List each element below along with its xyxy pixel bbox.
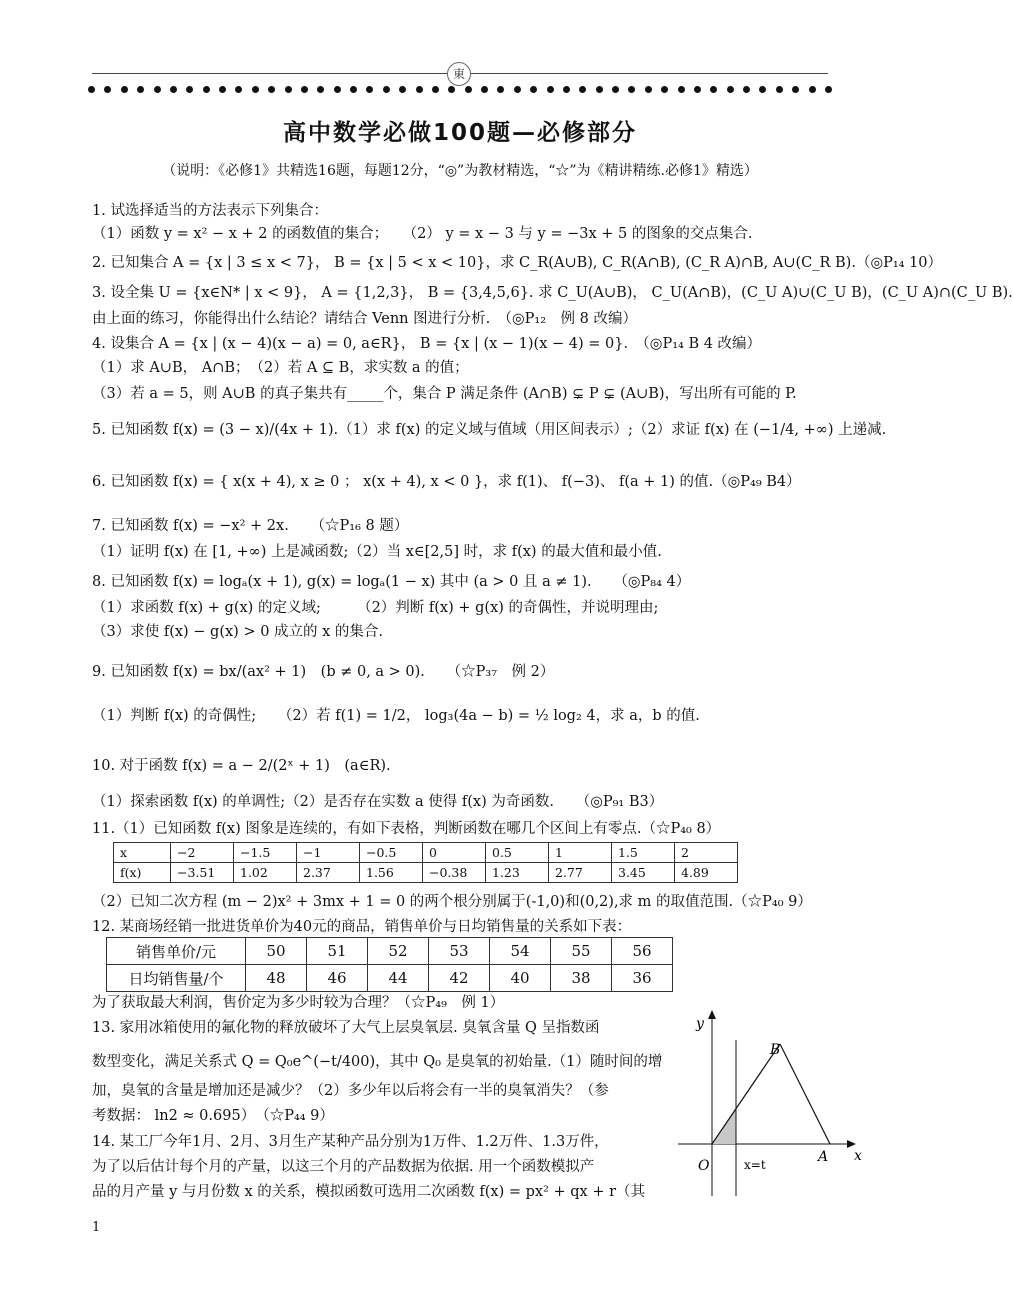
zero-table — [113, 842, 738, 883]
label-x-eq-t: x=t — [744, 1158, 766, 1172]
problem-line: 9. 已知函数 f(x) = bx/(ax² + 1) (b ≠ 0, a > 0). （☆P₃₇ 例 2） — [92, 664, 555, 680]
dotted-divider — [88, 86, 832, 93]
problem-line: （1）求函数 f(x) + g(x) 的定义域; （2）判断 f(x) + g(x) 的奇偶性，并说明理由; — [92, 600, 659, 616]
table-cell: 56 — [612, 938, 673, 965]
table-cell: 0.5 — [486, 843, 549, 863]
problem-line: 加，臭氧的含量是增加还是减少？（2）多少年以后将会有一半的臭氧消失？（参 — [92, 1083, 609, 1099]
label-b: B — [770, 1042, 781, 1058]
problem-line: 4. 设集合 A = {x | (x − 4)(x − a) = 0, a∈R}， B = {x | (x − 1)(x − 4) = 0}. （◎P₁₄ B 4 改编） — [92, 336, 762, 352]
triangle-figure — [672, 1010, 867, 1200]
table-cell: 38 — [551, 965, 612, 992]
divider-dot — [465, 86, 472, 93]
problem-line: （3）求使 f(x) − g(x) > 0 成立的 x 的集合. — [92, 624, 384, 640]
divider-dot — [235, 86, 242, 93]
divider-dot — [252, 86, 259, 93]
divider-dot — [776, 86, 783, 93]
page-title: 高中数学必做100题—必修部分 — [282, 120, 637, 146]
label-x: x — [854, 1148, 862, 1164]
problem-line: 11.（1）已知函数 f(x) 图象是连续的，有如下表格，判断函数在哪几个区间上有零点.（☆P₄₀ 8） — [92, 821, 721, 837]
divider-dot — [694, 86, 701, 93]
problem-line: 品的月产量 y 与月份数 x 的关系，模拟函数可选用二次函数 f(x) = px² + qx + r（其 — [92, 1184, 646, 1200]
divider-dot — [399, 86, 406, 93]
divider-dot — [596, 86, 603, 93]
divider-dot — [661, 86, 668, 93]
divider-dot — [727, 86, 734, 93]
table-cell: −3.51 — [171, 863, 234, 883]
table-cell: −0.38 — [423, 863, 486, 883]
table-cell: 2.37 — [297, 863, 360, 883]
divider-dot — [809, 86, 816, 93]
problem-line: （1）函数 y = x² − x + 2 的函数值的集合； （2） y = x − 3 与 y = −3x + 5 的图象的交点集合. — [92, 226, 753, 242]
divider-dot — [104, 86, 111, 93]
table-cell: −1.5 — [234, 843, 297, 863]
problem-line: 为了以后估计每个月的产量，以这三个月的产品数据为依据. 用一个函数模拟产 — [92, 1159, 595, 1175]
divider-dot — [514, 86, 521, 93]
problem-line: 13. 家用冰箱使用的氟化物的释放破坏了大气上层臭氧层. 臭氧含量 Q 呈指数函 — [92, 1020, 600, 1036]
table-cell: f(x) — [114, 863, 171, 883]
divider-dot — [186, 86, 193, 93]
divider-dot — [317, 86, 324, 93]
label-a: A — [818, 1149, 829, 1165]
table-cell: −2 — [171, 843, 234, 863]
table-cell: 55 — [551, 938, 612, 965]
table-cell: 54 — [490, 938, 551, 965]
divider-dot — [219, 86, 226, 93]
table-cell: 1.23 — [486, 863, 549, 883]
x-axis-arrow — [847, 1140, 856, 1148]
divider-dot — [612, 86, 619, 93]
divider-dot — [416, 86, 423, 93]
divider-dot — [285, 86, 292, 93]
table-row — [114, 843, 738, 863]
divider-dot — [743, 86, 750, 93]
divider-dot — [268, 86, 275, 93]
table-row — [107, 965, 673, 992]
problem-line: 1. 试选择适当的方法表示下列集合： — [92, 203, 328, 219]
problem-line: 12. 某商场经销一批进货单价为40元的商品，销售单价与日均销售量的关系如下表： — [92, 919, 632, 935]
label-y: y — [696, 1016, 704, 1032]
table-cell: 4.89 — [675, 863, 738, 883]
table-cell: 51 — [307, 938, 368, 965]
instruction-note: （说明：《必修1》共精选16题，每题12分，“◎”为教材精选，“☆”为《精讲精练.必修1》精选） — [162, 163, 758, 179]
table-cell: 42 — [429, 965, 490, 992]
table-cell: 1 — [549, 843, 612, 863]
table-cell: 44 — [368, 965, 429, 992]
divider-dot — [383, 86, 390, 93]
problem-line: 3. 设全集 U = {x∈N* | x < 9}， A = {1,2,3}， B = {3,4,5,6}. 求 C_U(A∪B)， C_U(A∩B)，(C_U A)∪(C_U B)，(C_U A)∩(C_U B). — [92, 285, 1013, 301]
table-row — [114, 863, 738, 883]
problem-line: 6. 已知函数 f(x) = { x(x + 4), x ≥ 0 ； x(x + 4), x < 0 }，求 f(1)、 f(−3)、 f(a + 1) 的值.（◎P₄₉ B4） — [92, 474, 801, 490]
table-cell: −0.5 — [360, 843, 423, 863]
table-cell: 1.56 — [360, 863, 423, 883]
divider-dot — [121, 86, 128, 93]
divider-dot — [645, 86, 652, 93]
table-row — [107, 938, 673, 965]
divider-dot — [628, 86, 635, 93]
divider-dot — [88, 86, 95, 93]
problem-line: 2. 已知集合 A = {x | 3 ≤ x < 7}， B = {x | 5 < x < 10}，求 C_R(A∪B), C_R(A∩B), (C_R A)∩B, A∪(C_R B).（◎P₁₄ 10） — [92, 255, 943, 271]
table-cell: 40 — [490, 965, 551, 992]
divider-dot — [678, 86, 685, 93]
table-cell: 3.45 — [612, 863, 675, 883]
divider-dot — [825, 86, 832, 93]
problem-line: 数型变化，满足关系式 Q = Q₀e^(−t/400)，其中 Q₀ 是臭氧的初始量.（1）随时间的增 — [92, 1054, 663, 1070]
problem-line: 14. 某工厂今年1月、2月、3月生产某种产品分别为1万件、1.2万件、1.3万件， — [92, 1134, 609, 1150]
problem-line: （1）求 A∪B， A∩B； （2）若 A ⊆ B，求实数 a 的值； — [92, 360, 469, 376]
divider-dot — [579, 86, 586, 93]
table-cell: 53 — [429, 938, 490, 965]
table-cell: 46 — [307, 965, 368, 992]
divider-dot — [710, 86, 717, 93]
problem-line: （1）判断 f(x) 的奇偶性; （2）若 f(1) = 1/2， log₃(4a − b) = ½ log₂ 4，求 a，b 的值. — [92, 708, 700, 724]
problem-line: 8. 已知函数 f(x) = logₐ(x + 1), g(x) = logₐ(1 − x) 其中 (a > 0 且 a ≠ 1). （◎P₈₄ 4） — [92, 574, 691, 590]
problem-line: （1）探索函数 f(x) 的单调性;（2）是否存在实数 a 使得 f(x) 为奇函数. （◎P₉₁ B3） — [92, 794, 664, 810]
divider-dot — [203, 86, 210, 93]
divider-dot — [563, 86, 570, 93]
table-cell: 1.02 — [234, 863, 297, 883]
divider-dot — [301, 86, 308, 93]
divider-dot — [366, 86, 373, 93]
table-cell: −1 — [297, 843, 360, 863]
problem-line: （1）证明 f(x) 在 [1, +∞) 上是减函数;（2）当 x∈[2,5] 时，求 f(x) 的最大值和最小值. — [92, 544, 662, 560]
sales-table — [106, 937, 673, 992]
side-ob — [712, 1044, 780, 1144]
table-cell: 48 — [246, 965, 307, 992]
header-logo: 東 — [447, 62, 471, 86]
table-cell: 2.77 — [549, 863, 612, 883]
problem-line: （2）已知二次方程 (m − 2)x² + 3mx + 1 = 0 的两个根分别属于(-1,0)和(0,2),求 m 的取值范围.（☆P₄₀ 9） — [92, 894, 812, 910]
divider-dot — [547, 86, 554, 93]
divider-dot — [154, 86, 161, 93]
table-cell: 50 — [246, 938, 307, 965]
table-cell: 销售单价/元 — [107, 938, 246, 965]
divider-dot — [530, 86, 537, 93]
y-axis-arrow — [708, 1010, 716, 1019]
divider-dot — [448, 86, 455, 93]
divider-dot — [792, 86, 799, 93]
divider-dot — [481, 86, 488, 93]
divider-dot — [497, 86, 504, 93]
table-cell: 2 — [675, 843, 738, 863]
table-cell: 0 — [423, 843, 486, 863]
table-cell: 1.5 — [612, 843, 675, 863]
divider-dot — [432, 86, 439, 93]
problem-line: 5. 已知函数 f(x) = (3 − x)/(4x + 1).（1）求 f(x) 的定义域与值域（用区间表示）;（2）求证 f(x) 在 (−1/4, +∞) 上递减. — [92, 422, 887, 438]
table-cell: x — [114, 843, 171, 863]
table-cell: 36 — [612, 965, 673, 992]
problem-line: 考数据： ln2 ≈ 0.695） （☆P₄₄ 9） — [92, 1108, 334, 1124]
divider-dot — [350, 86, 357, 93]
page-number: 1 — [92, 1220, 101, 1235]
divider-dot — [137, 86, 144, 93]
problem-line: 由上面的练习，你能得出什么结论？请结合 Venn 图进行分析. （◎P₁₂ 例 8 改编） — [92, 311, 637, 327]
divider-dot — [170, 86, 177, 93]
divider-dot — [334, 86, 341, 93]
problem-line: 为了获取最大利润，售价定为多少时较为合理？（☆P₄₉ 例 1） — [92, 995, 505, 1011]
problem-line: （3）若 a = 5，则 A∪B 的真子集共有_____个，集合 P 满足条件 (A∩B) ⊊ P ⊊ (A∪B)，写出所有可能的 P. — [92, 386, 797, 402]
problem-line: 7. 已知函数 f(x) = −x² + 2x. （☆P₁₆ 8 题） — [92, 518, 409, 534]
side-ba — [780, 1044, 830, 1144]
problem-line: 10. 对于函数 f(x) = a − 2/(2ˣ + 1) (a∈R). — [92, 758, 391, 774]
label-o: O — [698, 1158, 710, 1174]
table-cell: 52 — [368, 938, 429, 965]
table-cell: 日均销售量/个 — [107, 965, 246, 992]
divider-dot — [759, 86, 766, 93]
